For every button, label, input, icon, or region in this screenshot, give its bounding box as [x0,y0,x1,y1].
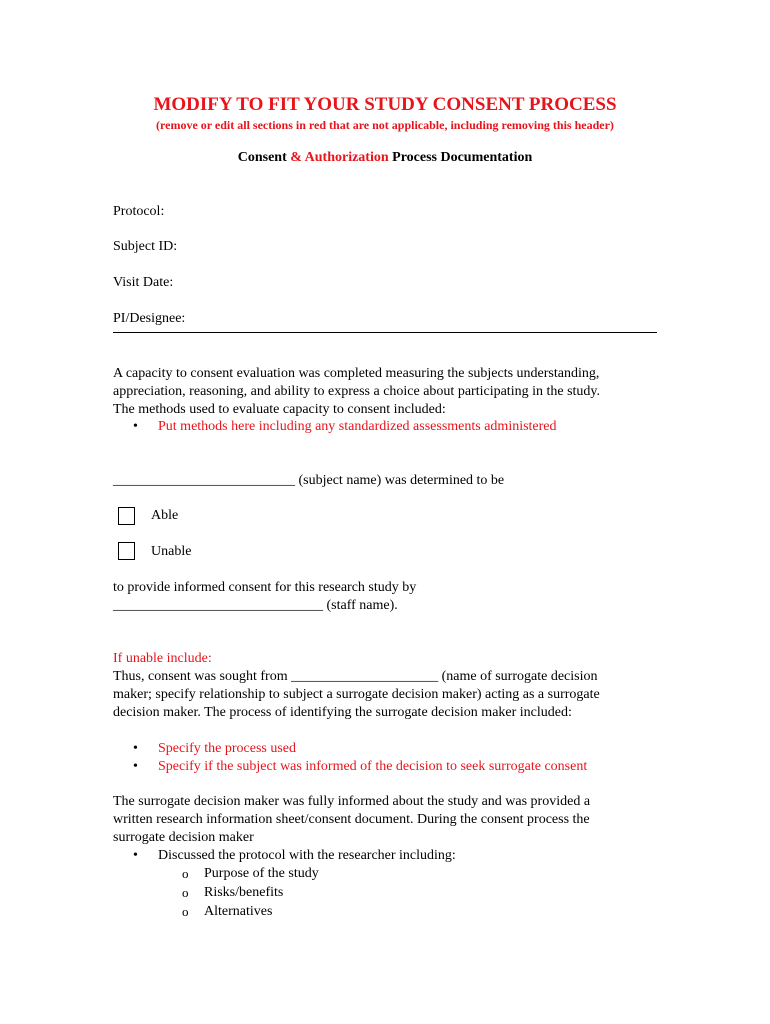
modify-notice-subtitle: (remove or edit all sections in red that are not applicable, including removing this header) [156,118,614,132]
bullet-icon: • [133,419,138,434]
able-checkbox[interactable] [118,507,135,525]
subject-id-label: Subject ID: [113,239,178,254]
bullet-icon: • [133,759,138,774]
consent-by-line-2: ______________________________ (staff name). [113,598,398,613]
sub-item-purpose: Purpose of the study [204,866,319,881]
pi-designee-label: PI/Designee: [113,311,186,326]
surrogate-line-3: decision maker. The process of identifying the surrogate decision maker included: [113,705,572,720]
informed-line-2: written research information sheet/consent document. During the consent process the [113,812,590,827]
sub-bullet-icon: o [182,866,189,881]
consent-by-line-1: to provide informed consent for this research study by [113,580,417,595]
header-divider [113,332,657,333]
able-label: Able [151,508,179,523]
methods-bullet: Put methods here including any standardized assessments administered [158,419,557,434]
heading-consent: Consent [237,150,287,165]
surrogate-line-1: Thus, consent was sought from _____________________ (name of surrogate decision [113,669,598,684]
unable-checkbox[interactable] [118,542,135,560]
informed-line-1: The surrogate decision maker was fully informed about the study and was provided a [113,794,591,809]
surrogate-line-2: maker; specify relationship to subject a surrogate decision maker) acting as a surrogate [113,687,600,702]
document-heading [0,150,770,166]
sub-item-risks: Risks/benefits [204,885,284,900]
modify-notice-title: MODIFY TO FIT YOUR STUDY CONSENT PROCESS [153,94,617,115]
discussed-protocol-bullet: Discussed the protocol with the researcher including: [158,848,456,863]
informed-line-3: surrogate decision maker [113,830,254,845]
capacity-paragraph-line-2: appreciation, reasoning, and ability to express a choice about participating in the study. [113,384,600,399]
visit-date-label: Visit Date: [113,275,174,290]
sub-bullet-icon: o [182,904,189,919]
capacity-paragraph-line-3: The methods used to evaluate capacity to consent included: [113,402,446,417]
heading-authorization: & Authorization [290,150,389,165]
sub-bullet-icon: o [182,885,189,900]
capacity-paragraph-line-1: A capacity to consent evaluation was completed measuring the subjects understanding, [113,366,600,381]
surrogate-bullet-informed: Specify if the subject was informed of the decision to seek surrogate consent [158,759,588,774]
unable-label: Unable [151,544,192,559]
protocol-label: Protocol: [113,204,165,219]
sub-item-alternatives: Alternatives [204,904,273,919]
surrogate-bullet-process: Specify the process used [158,741,297,756]
subject-determination-line: __________________________ (subject name) was determined to be [113,473,505,488]
bullet-icon: • [133,741,138,756]
bullet-icon: • [133,848,138,863]
heading-process-documentation: Process Documentation [392,150,533,165]
if-unable-heading: If unable include: [113,651,212,666]
